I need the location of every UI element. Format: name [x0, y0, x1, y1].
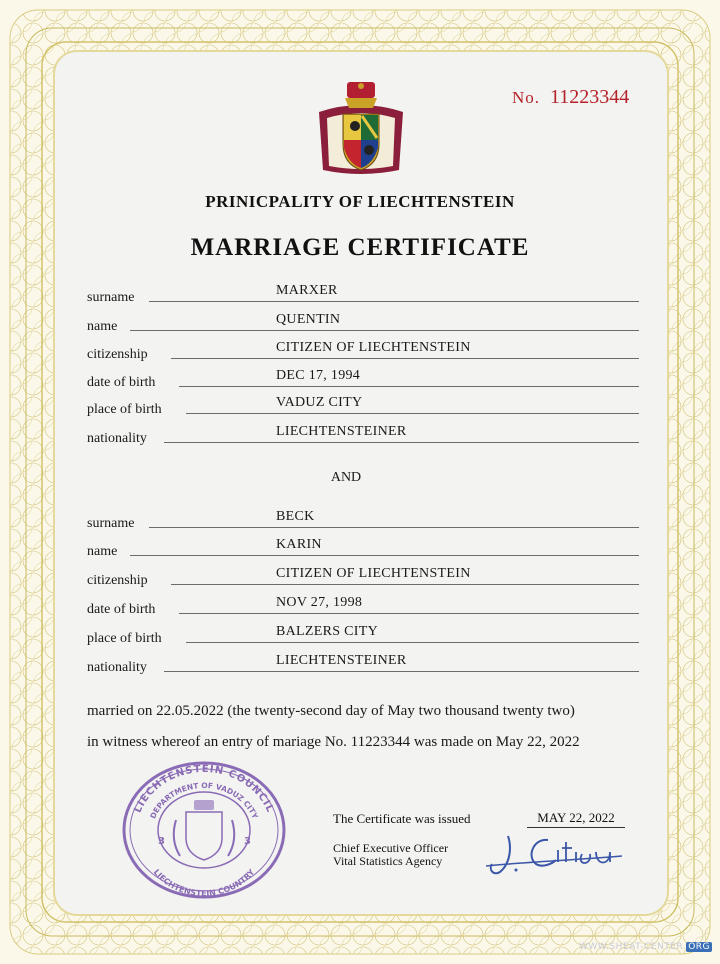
field-label: surname [87, 516, 135, 531]
certificate-number-value: 11223344 [550, 86, 630, 108]
seal-text-bottom: LIECHTENSTEIN COUNTRY [151, 867, 257, 898]
person2-place-of-birth-row [87, 621, 639, 646]
field-label: place of birth [87, 631, 162, 646]
field-label: nationality [87, 431, 147, 446]
certificate-title: MARRIAGE CERTIFICATE [190, 234, 530, 261]
watermark [579, 942, 712, 952]
field-value: VADUZ CITY [276, 395, 363, 410]
field-value: CITIZEN OF LIECHTENSTEIN [276, 566, 471, 581]
field-value: CITIZEN OF LIECHTENSTEIN [276, 340, 471, 355]
seal-left-mark: 3 [158, 836, 165, 847]
certificate-number [512, 86, 629, 109]
field-underline [149, 527, 639, 528]
person1-nationality-row [87, 421, 639, 446]
certificate-number-label: No. [512, 88, 541, 107]
field-underline [149, 301, 639, 302]
council-seal-icon [120, 760, 288, 900]
field-label: surname [87, 290, 135, 305]
person1-surname-row [87, 280, 639, 305]
officer-line-2: Vital Statistics Agency [333, 854, 443, 868]
field-value: MARXER [276, 283, 338, 298]
coat-of-arms-icon [313, 78, 409, 186]
field-underline [130, 555, 639, 556]
field-underline [179, 386, 639, 387]
issued-label: The Certificate was issued [333, 811, 471, 826]
seal-right-mark: 3 [244, 836, 251, 847]
person1-name-row [87, 309, 639, 334]
person2-nationality-row [87, 650, 639, 675]
field-label: place of birth [87, 402, 162, 417]
and-separator: AND [330, 470, 362, 485]
person1-citizenship-row [87, 337, 639, 362]
field-label: name [87, 319, 118, 334]
person2-surname-row [87, 506, 639, 531]
field-underline [179, 613, 639, 614]
person1-date-of-birth-row [87, 365, 639, 390]
field-value: BALZERS CITY [276, 624, 378, 639]
person2-citizenship-row [87, 563, 639, 588]
field-underline [171, 358, 639, 359]
field-underline [130, 330, 639, 331]
field-value: LIECHTENSTEINER [276, 424, 407, 439]
officer-line-1: Chief Executive Officer [333, 841, 449, 855]
field-value: LIECHTENSTEINER [276, 653, 407, 668]
person2-date-of-birth-row [87, 592, 639, 617]
field-label: nationality [87, 660, 147, 675]
field-value: DEC 17, 1994 [276, 368, 361, 383]
seal-text-inner: DEPARTMENT OF VADUZ CITY [148, 780, 260, 821]
field-value: NOV 27, 1998 [276, 595, 363, 610]
seal-text-top: LIECHTENSTEIN COUNCIL [132, 763, 276, 815]
field-underline [186, 642, 639, 643]
field-underline [171, 584, 639, 585]
watermark-org: ORG [688, 942, 710, 952]
field-underline [164, 442, 639, 443]
field-label: date of birth [87, 375, 156, 390]
field-value: BECK [276, 509, 315, 524]
svg-text:LIECHTENSTEIN COUNTRY [152, 867, 257, 898]
person2-name-row [87, 534, 639, 559]
issued-date: MAY 22, 2022 [527, 810, 625, 828]
field-underline [186, 413, 639, 414]
signature [486, 826, 626, 880]
watermark-text: WWW.SHEAT-CENTER. [578, 942, 687, 952]
field-label: name [87, 544, 118, 559]
field-label: date of birth [87, 602, 156, 617]
field-label: citizenship [87, 573, 148, 588]
witness-statement: in witness whereof an entry of mariage No. 11223344 was made on May 22, 2022 [87, 734, 580, 750]
field-label: citizenship [87, 347, 148, 362]
field-value: KARIN [276, 537, 322, 552]
field-underline [164, 671, 639, 672]
field-value: QUENTIN [276, 312, 341, 327]
marriage-date-statement: married on 22.05.2022 (the twenty-second day of May two thousand twenty two) [87, 703, 575, 719]
issuing-authority: PRINICPALITY OF LIECHTENSTEIN [205, 192, 515, 211]
person1-place-of-birth-row [87, 392, 639, 417]
officer-title [333, 842, 448, 868]
